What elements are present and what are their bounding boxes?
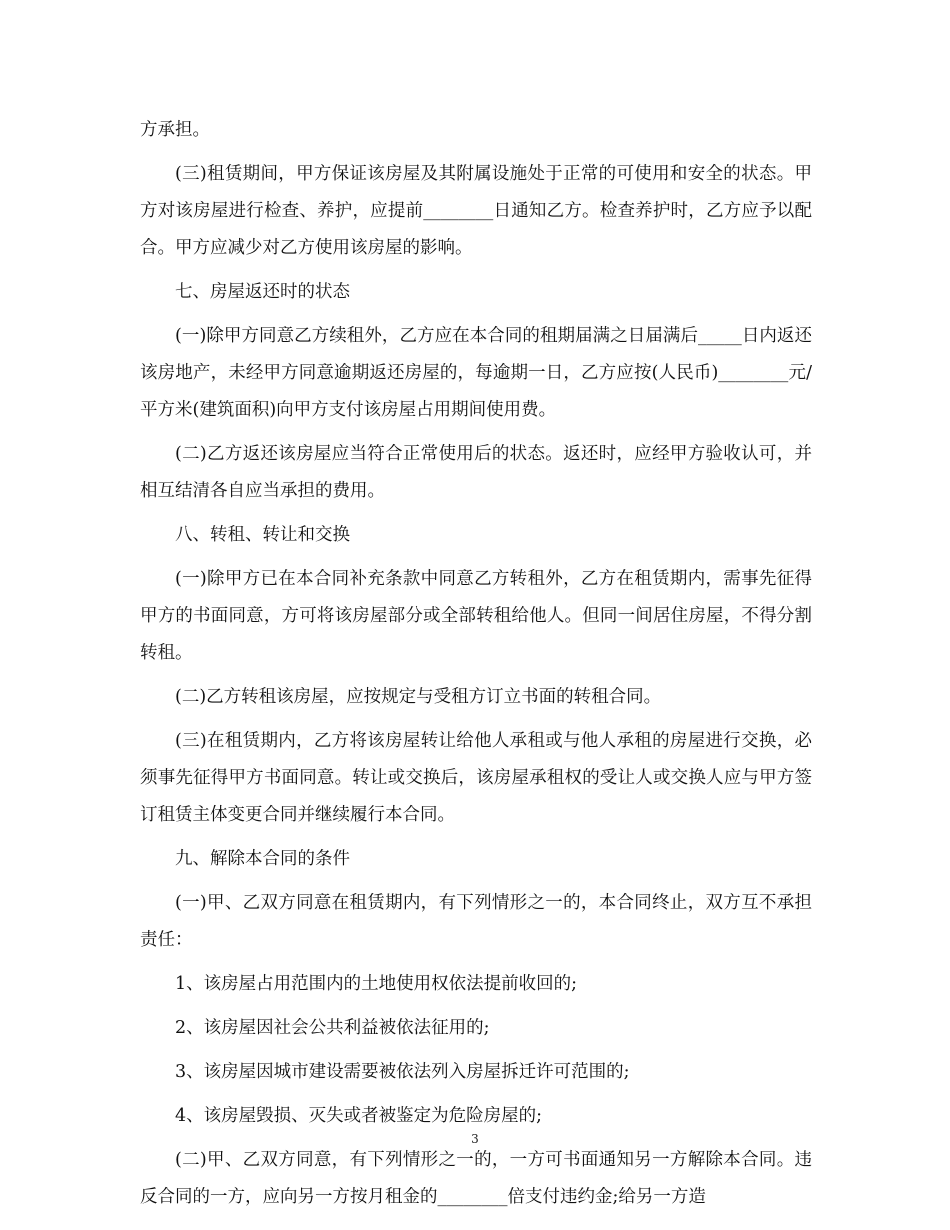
section-heading-7: 七、房屋返还时的状态 [175,282,350,302]
list-item-9-1-4: 4、该房屋毁损、灭失或者被鉴定为危险房屋的; [175,1106,543,1126]
list-item-9-1-3: 3、该房屋因城市建设需要被依法列入房屋拆迁许可范围的; [175,1062,630,1082]
paragraph-continuation: 方承担。 [140,120,210,140]
paragraph-clause-9-1: (一)甲、乙双方同意在租赁期内，有下列情形之一的，本合同终止，双方互不承担责任： [140,893,812,950]
paragraph-clause-8-3: (三)在租赁期内，乙方将该房屋转让给他人承租或与他人承租的房屋进行交换，必须事先征得甲方书面同意。转让或交换后，该房屋承租权的受让人或交换人应与甲方签订租赁主体变更合同并继续履行本合同。 [140,731,812,825]
paragraph-clause-6-3: (三)租赁期间，甲方保证该房屋及其附属设施处于正常的可使用和安全的状态。甲方对该房屋进行检查、养护，应提前________日通知乙方。检查养护时，乙方应予以配合。甲方应减少对乙方使用该房屋的影响。 [140,164,812,258]
list-item-9-1-1: 1、该房屋占用范围内的土地使用权依法提前收回的; [175,974,578,994]
page-number: 3 [471,1132,479,1146]
list-item-9-1-2: 2、该房屋因社会公共利益被依法征用的; [175,1018,490,1038]
contract-body [140,112,812,1223]
paragraph-clause-7-2: (二)乙方返还该房屋应当符合正常使用后的状态。返还时，应经甲方验收认可，并相互结清各自应当承担的费用。 [140,444,812,501]
section-heading-8: 八、转租、转让和交换 [175,525,350,545]
section-heading-9: 九、解除本合同的条件 [175,849,350,869]
paragraph-clause-9-2: (二)甲、乙双方同意，有下列情形之一的，一方可书面通知另一方解除本合同。违反合同的一方，应向另一方按月租金的________倍支付违约金;给另一方造 [140,1150,812,1207]
paragraph-clause-7-1: (一)除甲方同意乙方续租外，乙方应在本合同的租期届满之日届满后_____日内返还该房地产，未经甲方同意逾期返还房屋的，每逾期一日，乙方应按(人民币)________元/平方米(建筑面积)向甲方支付该房屋占用期间使用费。 [140,326,812,420]
paragraph-clause-8-1: (一)除甲方已在本合同补充条款中同意乙方转租外，乙方在租赁期内，需事先征得甲方的书面同意，方可将该房屋部分或全部转租给他人。但同一间居住房屋，不得分割转租。 [140,569,812,663]
paragraph-clause-8-2: (二)乙方转租该房屋，应按规定与受租方订立书面的转租合同。 [175,687,662,707]
